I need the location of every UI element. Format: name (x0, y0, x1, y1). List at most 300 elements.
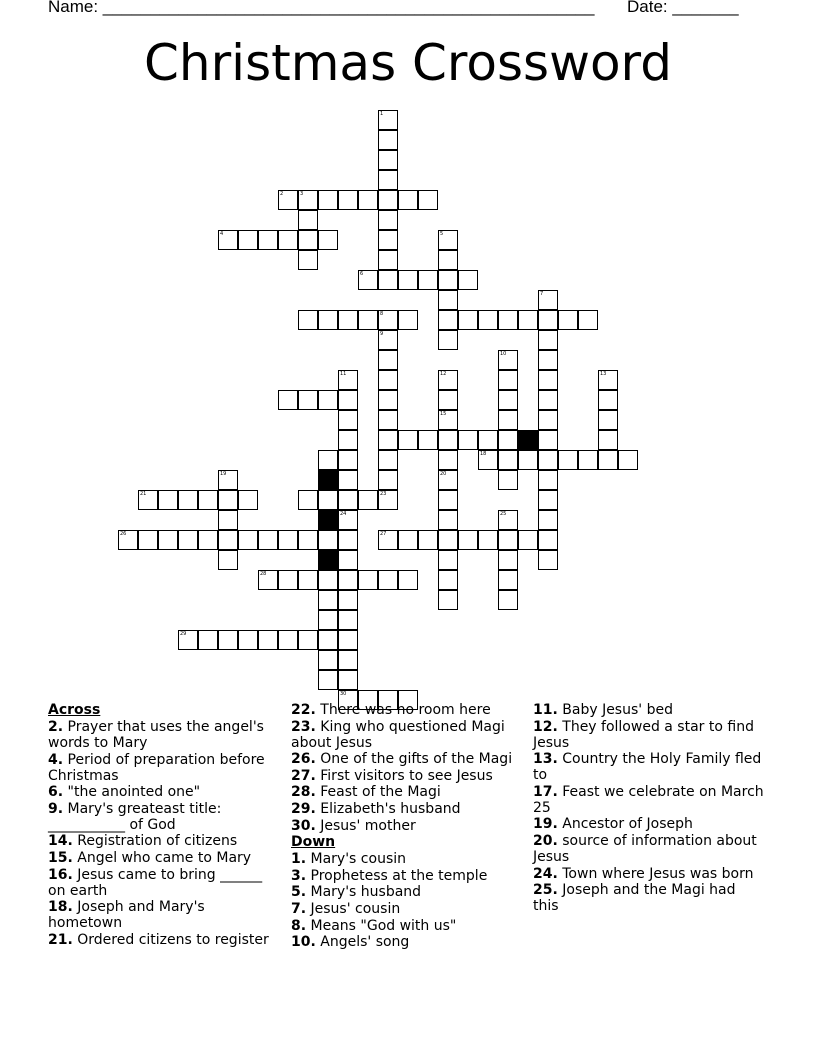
crossword-cell[interactable] (438, 290, 458, 310)
clue-item (291, 719, 523, 751)
crossword-cell[interactable] (498, 350, 518, 370)
clue-text: source of information about Jesus (533, 832, 757, 865)
clue-number: 4. (48, 751, 64, 768)
crossword-cell[interactable] (338, 390, 358, 410)
crossword-cell[interactable] (438, 450, 458, 470)
crossword-cell[interactable] (538, 290, 558, 310)
clues-column-2 (291, 702, 523, 951)
clue-text: Prayer that uses the angel's words to Mary (48, 719, 264, 751)
clue-item (291, 784, 523, 800)
clue-text: Angels' song (315, 934, 410, 951)
crossword-cell[interactable] (158, 490, 178, 510)
crossword-cell[interactable] (278, 190, 298, 210)
crossword-cell[interactable] (238, 490, 258, 510)
clue-list-col1 (48, 719, 280, 948)
crossword-cell[interactable] (458, 430, 478, 450)
crossword-cell[interactable] (398, 190, 418, 210)
crossword-cell[interactable] (378, 170, 398, 190)
clue-number: 29. (291, 800, 316, 817)
crossword-cell[interactable] (298, 230, 318, 250)
crossword-cell[interactable] (478, 530, 498, 550)
black-square (318, 550, 338, 570)
clue-number: 30. (291, 817, 316, 834)
crossword-cell[interactable] (518, 310, 538, 330)
cell-number: 25 (500, 511, 507, 517)
clue-item (533, 866, 765, 882)
crossword-cell[interactable] (318, 190, 338, 210)
clue-text: Jesus came to bring ______ on earth (48, 866, 263, 899)
crossword-cell[interactable] (318, 230, 338, 250)
crossword-cell[interactable] (258, 630, 278, 650)
crossword-cell[interactable] (378, 490, 398, 510)
crossword-cell[interactable] (378, 530, 398, 550)
crossword-cell[interactable] (418, 190, 438, 210)
crossword-cell[interactable] (538, 490, 558, 510)
crossword-cell[interactable] (498, 390, 518, 410)
crossword-cell[interactable] (358, 190, 378, 210)
clue-text: Registration of citizens (72, 833, 238, 850)
cell-number: 13 (600, 371, 607, 377)
clue-text: Means "God with us" (306, 917, 457, 934)
cell-number: 18 (480, 451, 487, 457)
clue-text: Jesus' cousin (306, 900, 401, 917)
clue-list-col2-down (291, 851, 523, 950)
crossword-cell[interactable] (378, 330, 398, 350)
crossword-cell[interactable] (258, 230, 278, 250)
cell-number: 29 (180, 631, 187, 637)
crossword-cell[interactable] (318, 390, 338, 410)
clue-text: There was no room here (315, 702, 491, 718)
crossword-cell[interactable] (378, 250, 398, 270)
clue-number: 6. (48, 784, 64, 801)
crossword-cell[interactable] (318, 590, 338, 610)
crossword-cell[interactable] (498, 310, 518, 330)
crossword-cell[interactable] (318, 310, 338, 330)
crossword-cell[interactable] (438, 230, 458, 250)
crossword-cell[interactable] (618, 450, 638, 470)
crossword-cell[interactable] (438, 510, 458, 530)
crossword-cell[interactable] (538, 450, 558, 470)
crossword-cell[interactable] (398, 270, 418, 290)
cell-number: 28 (260, 571, 267, 577)
crossword-cell[interactable] (438, 250, 458, 270)
crossword-cell[interactable] (498, 470, 518, 490)
clue-item (48, 752, 280, 784)
clue-number: 13. (533, 751, 558, 768)
clue-item (533, 702, 765, 718)
crossword-cell[interactable] (378, 210, 398, 230)
clue-number: 14. (48, 833, 73, 850)
crossword-cell[interactable] (498, 570, 518, 590)
crossword-cell[interactable] (338, 650, 358, 670)
crossword-cell[interactable] (438, 470, 458, 490)
crossword-cell[interactable] (338, 310, 358, 330)
crossword-cell[interactable] (378, 350, 398, 370)
crossword-cell[interactable] (398, 430, 418, 450)
crossword-cell[interactable] (338, 490, 358, 510)
cell-number: 24 (340, 511, 347, 517)
crossword-cell[interactable] (378, 470, 398, 490)
clue-text: First visitors to see Jesus (315, 767, 493, 784)
crossword-cell[interactable] (378, 570, 398, 590)
crossword-cell[interactable] (478, 430, 498, 450)
crossword-cell[interactable] (498, 410, 518, 430)
crossword-cell[interactable] (338, 370, 358, 390)
crossword-cell[interactable] (318, 570, 338, 590)
clue-text: Elizabeth's husband (315, 800, 461, 817)
clue-text: Mary's greateast title: ___________ of God (48, 800, 222, 833)
crossword-cell[interactable] (298, 630, 318, 650)
crossword-cell[interactable] (198, 490, 218, 510)
crossword-cell[interactable] (418, 530, 438, 550)
crossword-cell[interactable] (218, 550, 238, 570)
crossword-cell[interactable] (498, 370, 518, 390)
clue-text: "the anointed one" (63, 784, 201, 801)
clue-text: Joseph and the Magi had this (533, 882, 736, 915)
crossword-cell[interactable] (298, 210, 318, 230)
cell-number: 11 (340, 371, 347, 377)
cell-number: 1 (380, 111, 384, 117)
clue-item (533, 751, 765, 783)
crossword-cell[interactable] (338, 510, 358, 530)
crossword-cell[interactable] (378, 450, 398, 470)
crossword-cell[interactable] (198, 530, 218, 550)
clue-text: Prophetess at the temple (306, 867, 488, 884)
crossword-cell[interactable] (458, 270, 478, 290)
crossword-cell[interactable] (538, 310, 558, 330)
crossword-cell[interactable] (338, 410, 358, 430)
crossword-cell[interactable] (378, 150, 398, 170)
crossword-cell[interactable] (438, 430, 458, 450)
clue-text: Period of preparation before Christmas (48, 751, 265, 784)
cell-number: 6 (360, 271, 364, 277)
crossword-cell[interactable] (598, 370, 618, 390)
crossword-cell[interactable] (258, 530, 278, 550)
cell-number: 10 (500, 351, 507, 357)
crossword-cell[interactable] (418, 430, 438, 450)
crossword-cell[interactable] (318, 450, 338, 470)
cell-number: 7 (540, 291, 544, 297)
crossword-cell[interactable] (378, 410, 398, 430)
cell-number: 3 (300, 191, 304, 197)
crossword-cell[interactable] (378, 430, 398, 450)
clue-number: 22. (291, 702, 316, 718)
crossword-cell[interactable] (338, 470, 358, 490)
clue-item (291, 851, 523, 867)
clue-text: Jesus' mother (315, 817, 416, 834)
crossword-cell[interactable] (278, 630, 298, 650)
crossword-cell[interactable] (378, 190, 398, 210)
cell-number: 2 (280, 191, 284, 197)
crossword-cell[interactable] (298, 390, 318, 410)
cell-number: 21 (140, 491, 147, 497)
cell-number: 19 (220, 471, 227, 477)
clue-number: 28. (291, 784, 316, 801)
crossword-cell[interactable] (438, 530, 458, 550)
crossword-cell[interactable] (218, 490, 238, 510)
crossword-cell[interactable] (598, 410, 618, 430)
crossword-cell[interactable] (358, 310, 378, 330)
clue-text: Ancestor of Joseph (557, 816, 693, 833)
clue-list-col2-across (291, 702, 523, 834)
clue-item (291, 818, 523, 834)
clue-item (533, 816, 765, 832)
crossword-cell[interactable] (538, 430, 558, 450)
cell-number: 8 (380, 311, 384, 317)
clue-number: 20. (533, 832, 558, 849)
crossword-cell[interactable] (338, 450, 358, 470)
crossword-cell[interactable] (378, 110, 398, 130)
clue-item (533, 784, 765, 816)
crossword-cell[interactable] (598, 450, 618, 470)
crossword-cell[interactable] (138, 490, 158, 510)
crossword-cell[interactable] (338, 530, 358, 550)
clue-number: 25. (533, 882, 558, 899)
crossword-cell[interactable] (338, 190, 358, 210)
crossword-cell[interactable] (518, 450, 538, 470)
clue-item (533, 882, 765, 914)
crossword-cell[interactable] (158, 530, 178, 550)
crossword-cell[interactable] (458, 310, 478, 330)
cell-number: 15 (440, 411, 447, 417)
crossword-cell[interactable] (318, 490, 338, 510)
black-square (318, 510, 338, 530)
crossword-cell[interactable] (378, 230, 398, 250)
crossword-cell[interactable] (538, 350, 558, 370)
crossword-cell[interactable] (138, 530, 158, 550)
clue-item (48, 833, 280, 849)
crossword-cell[interactable] (478, 310, 498, 330)
clue-item (48, 899, 280, 931)
crossword-cell[interactable] (498, 530, 518, 550)
cell-number: 20 (440, 471, 447, 477)
crossword-cell[interactable] (538, 550, 558, 570)
crossword-cell[interactable] (318, 530, 338, 550)
crossword-cell[interactable] (198, 630, 218, 650)
clue-number: 24. (533, 865, 558, 882)
crossword-cell[interactable] (438, 390, 458, 410)
clue-text: Feast we celebrate on March 25 (533, 783, 764, 816)
crossword-cell[interactable] (398, 570, 418, 590)
cell-number: 26 (120, 531, 127, 537)
crossword-cell[interactable] (298, 570, 318, 590)
cell-number: 30 (340, 691, 347, 697)
crossword-cell[interactable] (338, 550, 358, 570)
clue-item (533, 833, 765, 865)
clue-item (291, 702, 523, 718)
clue-number: 19. (533, 816, 558, 833)
clue-list-col3 (533, 702, 765, 914)
crossword-cell[interactable] (538, 470, 558, 490)
crossword-cell[interactable] (598, 390, 618, 410)
crossword-cell[interactable] (358, 270, 378, 290)
clue-item (291, 868, 523, 884)
crossword-cell[interactable] (278, 390, 298, 410)
crossword-cell[interactable] (398, 310, 418, 330)
crossword-cell[interactable] (538, 390, 558, 410)
crossword-cell[interactable] (338, 570, 358, 590)
clue-number: 17. (533, 783, 558, 800)
crossword-cell[interactable] (258, 570, 278, 590)
crossword-cell[interactable] (298, 250, 318, 270)
crossword-cell[interactable] (218, 530, 238, 550)
crossword-cell[interactable] (358, 570, 378, 590)
crossword-cell[interactable] (478, 450, 498, 470)
crossword-cell[interactable] (278, 230, 298, 250)
clue-text: Baby Jesus' bed (557, 702, 673, 718)
clue-item (291, 901, 523, 917)
crossword-cell[interactable] (578, 310, 598, 330)
clue-item (48, 784, 280, 800)
clue-number: 2. (48, 719, 64, 735)
clue-number: 15. (48, 849, 73, 866)
crossword-cell[interactable] (498, 510, 518, 530)
crossword-cell[interactable] (178, 490, 198, 510)
down-heading: Down (291, 834, 336, 851)
crossword-cell[interactable] (298, 190, 318, 210)
cell-number: 27 (380, 531, 387, 537)
crossword-cell[interactable] (438, 410, 458, 430)
crossword-cell[interactable] (338, 610, 358, 630)
clue-text: Town where Jesus was born (557, 865, 754, 882)
crossword-cell[interactable] (438, 570, 458, 590)
crossword-cell[interactable] (278, 570, 298, 590)
crossword-cell[interactable] (538, 410, 558, 430)
clue-text: Mary's cousin (306, 851, 406, 868)
crossword-cell[interactable] (538, 330, 558, 350)
name-field[interactable]: Name: ____________________________________________________ (48, 0, 595, 16)
black-square (518, 430, 538, 450)
crossword-cell[interactable] (538, 530, 558, 550)
clue-number: 9. (48, 800, 64, 817)
clue-number: 7. (291, 900, 307, 917)
clue-number: 3. (291, 867, 307, 884)
clue-text: Angel who came to Mary (72, 849, 252, 866)
clue-item (291, 801, 523, 817)
date-field[interactable]: Date: _______ (627, 0, 739, 16)
crossword-cell[interactable] (238, 630, 258, 650)
crossword-cell[interactable] (178, 530, 198, 550)
crossword-cell[interactable] (458, 530, 478, 550)
clue-text: Country the Holy Family fled to (533, 751, 762, 784)
crossword-cell[interactable] (218, 470, 238, 490)
crossword-cell[interactable] (378, 130, 398, 150)
crossword-cell[interactable] (298, 490, 318, 510)
crossword-cell[interactable] (238, 530, 258, 550)
crossword-cell[interactable] (598, 430, 618, 450)
crossword-cell[interactable] (398, 530, 418, 550)
clue-item (291, 768, 523, 784)
crossword-cell[interactable] (318, 650, 338, 670)
crossword-cell[interactable] (438, 330, 458, 350)
crossword-cell[interactable] (438, 370, 458, 390)
crossword-cell[interactable] (218, 230, 238, 250)
clue-text: They followed a star to find Jesus (533, 718, 754, 751)
clue-text: Mary's husband (306, 884, 422, 901)
clue-number: 11. (533, 702, 558, 718)
crossword-cell[interactable] (318, 630, 338, 650)
crossword-cell[interactable] (558, 310, 578, 330)
crossword-cell[interactable] (218, 510, 238, 530)
crossword-cell[interactable] (118, 530, 138, 550)
clue-item (291, 934, 523, 950)
crossword-cell[interactable] (338, 670, 358, 690)
cell-number: 9 (380, 331, 384, 337)
cell-number: 23 (380, 491, 387, 497)
clue-item (48, 801, 280, 833)
crossword-cell[interactable] (378, 390, 398, 410)
crossword-cell[interactable] (218, 630, 238, 650)
clue-number: 10. (291, 934, 316, 951)
crossword-cell[interactable] (378, 370, 398, 390)
crossword-cell[interactable] (538, 510, 558, 530)
crossword-cell[interactable] (298, 530, 318, 550)
clue-number: 12. (533, 718, 558, 735)
crossword-cell[interactable] (438, 590, 458, 610)
crossword-cell[interactable] (438, 310, 458, 330)
cell-number: 5 (440, 231, 444, 237)
crossword-cell[interactable] (498, 430, 518, 450)
clue-item (48, 719, 280, 751)
clue-item (291, 751, 523, 767)
clue-item (48, 867, 280, 899)
cell-number: 4 (220, 231, 224, 237)
clue-item (533, 719, 765, 751)
crossword-cell[interactable] (358, 490, 378, 510)
crossword-cell[interactable] (498, 550, 518, 570)
crossword-cell[interactable] (418, 270, 438, 290)
clue-text: Feast of the Magi (315, 784, 441, 801)
crossword-cell[interactable] (318, 610, 338, 630)
page-title: Christmas Crossword (144, 34, 672, 92)
crossword-cell[interactable] (318, 670, 338, 690)
crossword-cell[interactable] (578, 450, 598, 470)
crossword-cell[interactable] (338, 630, 358, 650)
clue-number: 21. (48, 931, 73, 948)
crossword-cell[interactable] (498, 590, 518, 610)
clue-text: King who questioned Magi about Jesus (291, 718, 505, 751)
crossword-cell[interactable] (378, 270, 398, 290)
crossword-cell[interactable] (518, 530, 538, 550)
clue-number: 16. (48, 866, 73, 883)
clue-number: 26. (291, 751, 316, 768)
clue-text: One of the gifts of the Magi (315, 751, 513, 768)
clue-item (48, 850, 280, 866)
crossword-cell[interactable] (238, 230, 258, 250)
across-heading: Across (48, 702, 101, 718)
crossword-cell[interactable] (498, 450, 518, 470)
clue-number: 27. (291, 767, 316, 784)
crossword-cell[interactable] (278, 530, 298, 550)
crossword-cell[interactable] (438, 550, 458, 570)
clue-number: 1. (291, 851, 307, 868)
crossword-cell[interactable] (438, 490, 458, 510)
crossword-cell[interactable] (338, 430, 358, 450)
crossword-cell[interactable] (558, 450, 578, 470)
crossword-cell[interactable] (178, 630, 198, 650)
crossword-cell[interactable] (338, 590, 358, 610)
crossword-cell[interactable] (298, 310, 318, 330)
clue-number: 23. (291, 718, 316, 735)
black-square (318, 470, 338, 490)
crossword-cell[interactable] (378, 310, 398, 330)
crossword-cell[interactable] (438, 270, 458, 290)
clue-item (291, 918, 523, 934)
clues-column-3 (533, 702, 765, 915)
clue-item (48, 932, 280, 948)
crossword-cell[interactable] (538, 370, 558, 390)
clue-number: 18. (48, 899, 73, 916)
